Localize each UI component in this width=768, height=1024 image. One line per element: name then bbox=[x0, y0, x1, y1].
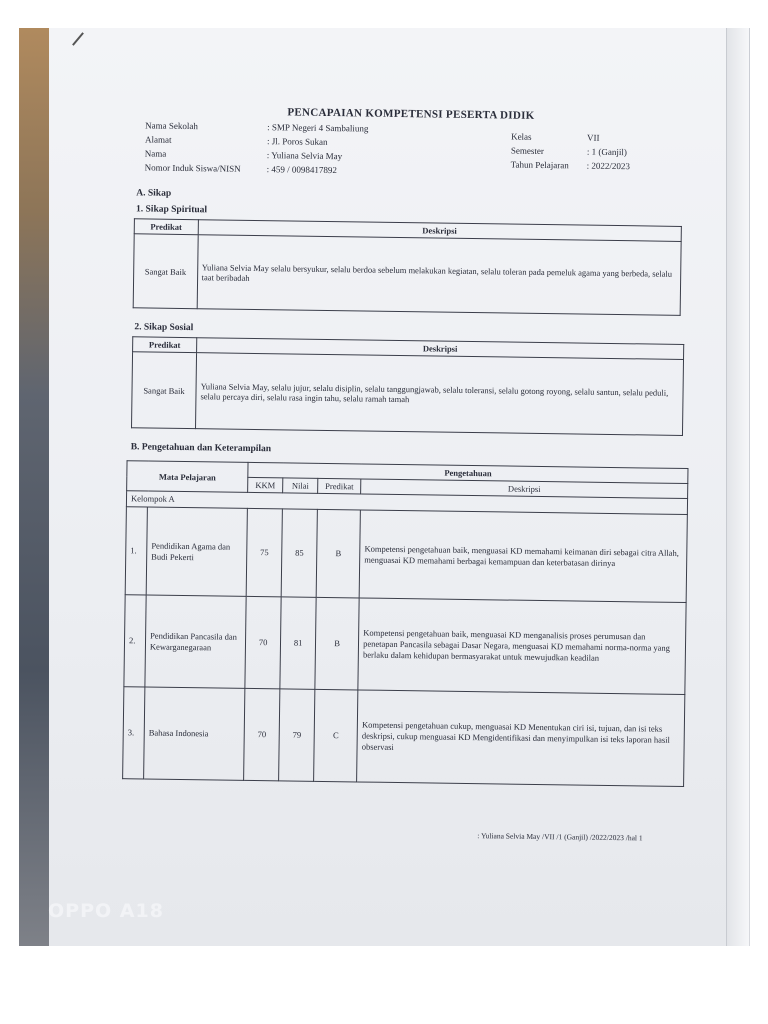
row-nilai: 85 bbox=[281, 509, 317, 597]
identity-label: Alamat bbox=[144, 134, 172, 145]
identity-value: : SMP Negeri 4 Sambaliung bbox=[267, 122, 369, 134]
row-deskripsi: Kompetensi pengetahuan cukup, menguasai KD Menentukan ciri isi, tujuan, dan isi teks deskripsi, cukup menguasai KD Mengidentifikasi dan menyimpulkan isi teks laporan hasil observasi bbox=[357, 690, 685, 787]
paper-stack-edge bbox=[726, 28, 749, 946]
table-row bbox=[125, 507, 687, 603]
pengetahuan-table bbox=[122, 460, 688, 787]
col-pengetahuan: Pengetahuan bbox=[248, 462, 688, 483]
student-identity bbox=[145, 118, 369, 177]
row-predikat: C bbox=[314, 689, 358, 782]
row-kkm: 70 bbox=[244, 688, 280, 780]
row-number: 2. bbox=[124, 595, 146, 687]
col-deskripsi: Deskripsi bbox=[361, 479, 688, 499]
identity-value: : 1 (Ganjil) bbox=[586, 146, 627, 158]
identity-value: : Yuliana Selvia May bbox=[266, 150, 343, 162]
sosial-deskripsi: Yuliana Selvia May, selalu jujur, selalu disiplin, selalu tanggungjawab, selalu toleransi, selalu gotong royong, selalu santun, selalu peduli, selalu percaya diri, selalu rasa ingin tahu, selalu ramah tamah bbox=[196, 353, 684, 436]
document-title: PENCAPAIAN KOMPETENSI PESERTA DIDIK bbox=[287, 106, 535, 122]
col-mapel: Mata Pelajaran bbox=[127, 461, 249, 493]
row-predikat: B bbox=[315, 597, 359, 690]
identity-value: : 459 / 0098417892 bbox=[266, 164, 337, 176]
spiritual-heading: 1. Sikap Spiritual bbox=[135, 204, 208, 216]
identity-label: Nomor Induk Siswa/NISN bbox=[144, 162, 241, 174]
row-kkm: 75 bbox=[246, 508, 282, 596]
table-row bbox=[123, 687, 685, 787]
col-predikat: Predikat bbox=[133, 337, 197, 353]
section-a-heading: A. Sikap bbox=[136, 188, 172, 199]
page-footer: : Yuliana Selvia May /VII /1 (Ganjil) /2022/2023 /hal 1 bbox=[477, 831, 643, 843]
row-number: 3. bbox=[123, 687, 145, 779]
identity-label: Kelas bbox=[511, 131, 532, 142]
identity-label: Nama Sekolah bbox=[145, 120, 199, 132]
identity-label: Tahun Pelajaran bbox=[510, 159, 569, 171]
row-deskripsi: Kompetensi pengetahuan baik, menguasai KD memahami keimanan diri sebagai citra Allah, menguasai KD memahami berbagai kemampuan dan keterbatasan dirinya bbox=[359, 510, 687, 603]
row-mapel: Bahasa Indonesia bbox=[144, 687, 245, 780]
col-predikat: Predikat bbox=[318, 478, 361, 494]
sosial-heading: 2. Sikap Sosial bbox=[134, 322, 194, 334]
class-identity bbox=[511, 130, 631, 174]
spiritual-deskripsi: Yuliana Selvia May selalu bersyukur, selalu berdoa sebelum melakukan kegiatan, selalu toleran pada pemeluk agama yang berbeda, selalu taat beribadah bbox=[197, 235, 681, 316]
table-row bbox=[133, 234, 681, 316]
identity-label: Nama bbox=[144, 148, 167, 159]
identity-value: : Jl. Poros Sukan bbox=[266, 136, 328, 147]
col-deskripsi: Deskripsi bbox=[197, 338, 684, 360]
table-row bbox=[132, 352, 684, 436]
row-kkm: 70 bbox=[245, 596, 281, 688]
row-mapel: Pendidikan Pancasila dan Kewarganegaraan bbox=[145, 595, 246, 688]
col-kkm: KKM bbox=[248, 477, 283, 492]
spiritual-table bbox=[133, 218, 682, 316]
identity-label: Semester bbox=[510, 145, 544, 157]
camera-watermark: OPPO A18 bbox=[48, 900, 164, 922]
sosial-table bbox=[131, 336, 684, 436]
group-label: Kelompok A bbox=[126, 491, 687, 515]
identity-value: : 2022/2023 bbox=[586, 160, 631, 172]
row-nilai: 79 bbox=[279, 689, 315, 781]
spiritual-predikat: Sangat Baik bbox=[133, 234, 198, 309]
col-deskripsi: Deskripsi bbox=[198, 220, 682, 242]
desk-background bbox=[19, 28, 49, 946]
row-nilai: 81 bbox=[280, 597, 316, 689]
col-predikat: Predikat bbox=[134, 219, 198, 235]
identity-row bbox=[511, 158, 630, 174]
sosial-predikat: Sangat Baik bbox=[132, 352, 197, 429]
section-b-heading: B. Pengetahuan dan Keterampilan bbox=[130, 442, 272, 455]
row-predikat: B bbox=[316, 509, 360, 598]
row-mapel: Pendidikan Agama dan Budi Pekerti bbox=[146, 507, 247, 596]
table-row bbox=[124, 595, 686, 695]
col-nilai: Nilai bbox=[283, 478, 318, 493]
row-number: 1. bbox=[125, 507, 147, 595]
identity-value: VII bbox=[587, 132, 600, 143]
row-deskripsi: Kompetensi pengetahuan baik, menguasai KD menganalisis proses perumusan dan penetapan Pancasila sebagai Dasar Negara, menguasai KD memahami norma-norma yang berlaku dalam kehidupan bermasyarakat untuk mewujudkan keadilan bbox=[358, 598, 686, 695]
